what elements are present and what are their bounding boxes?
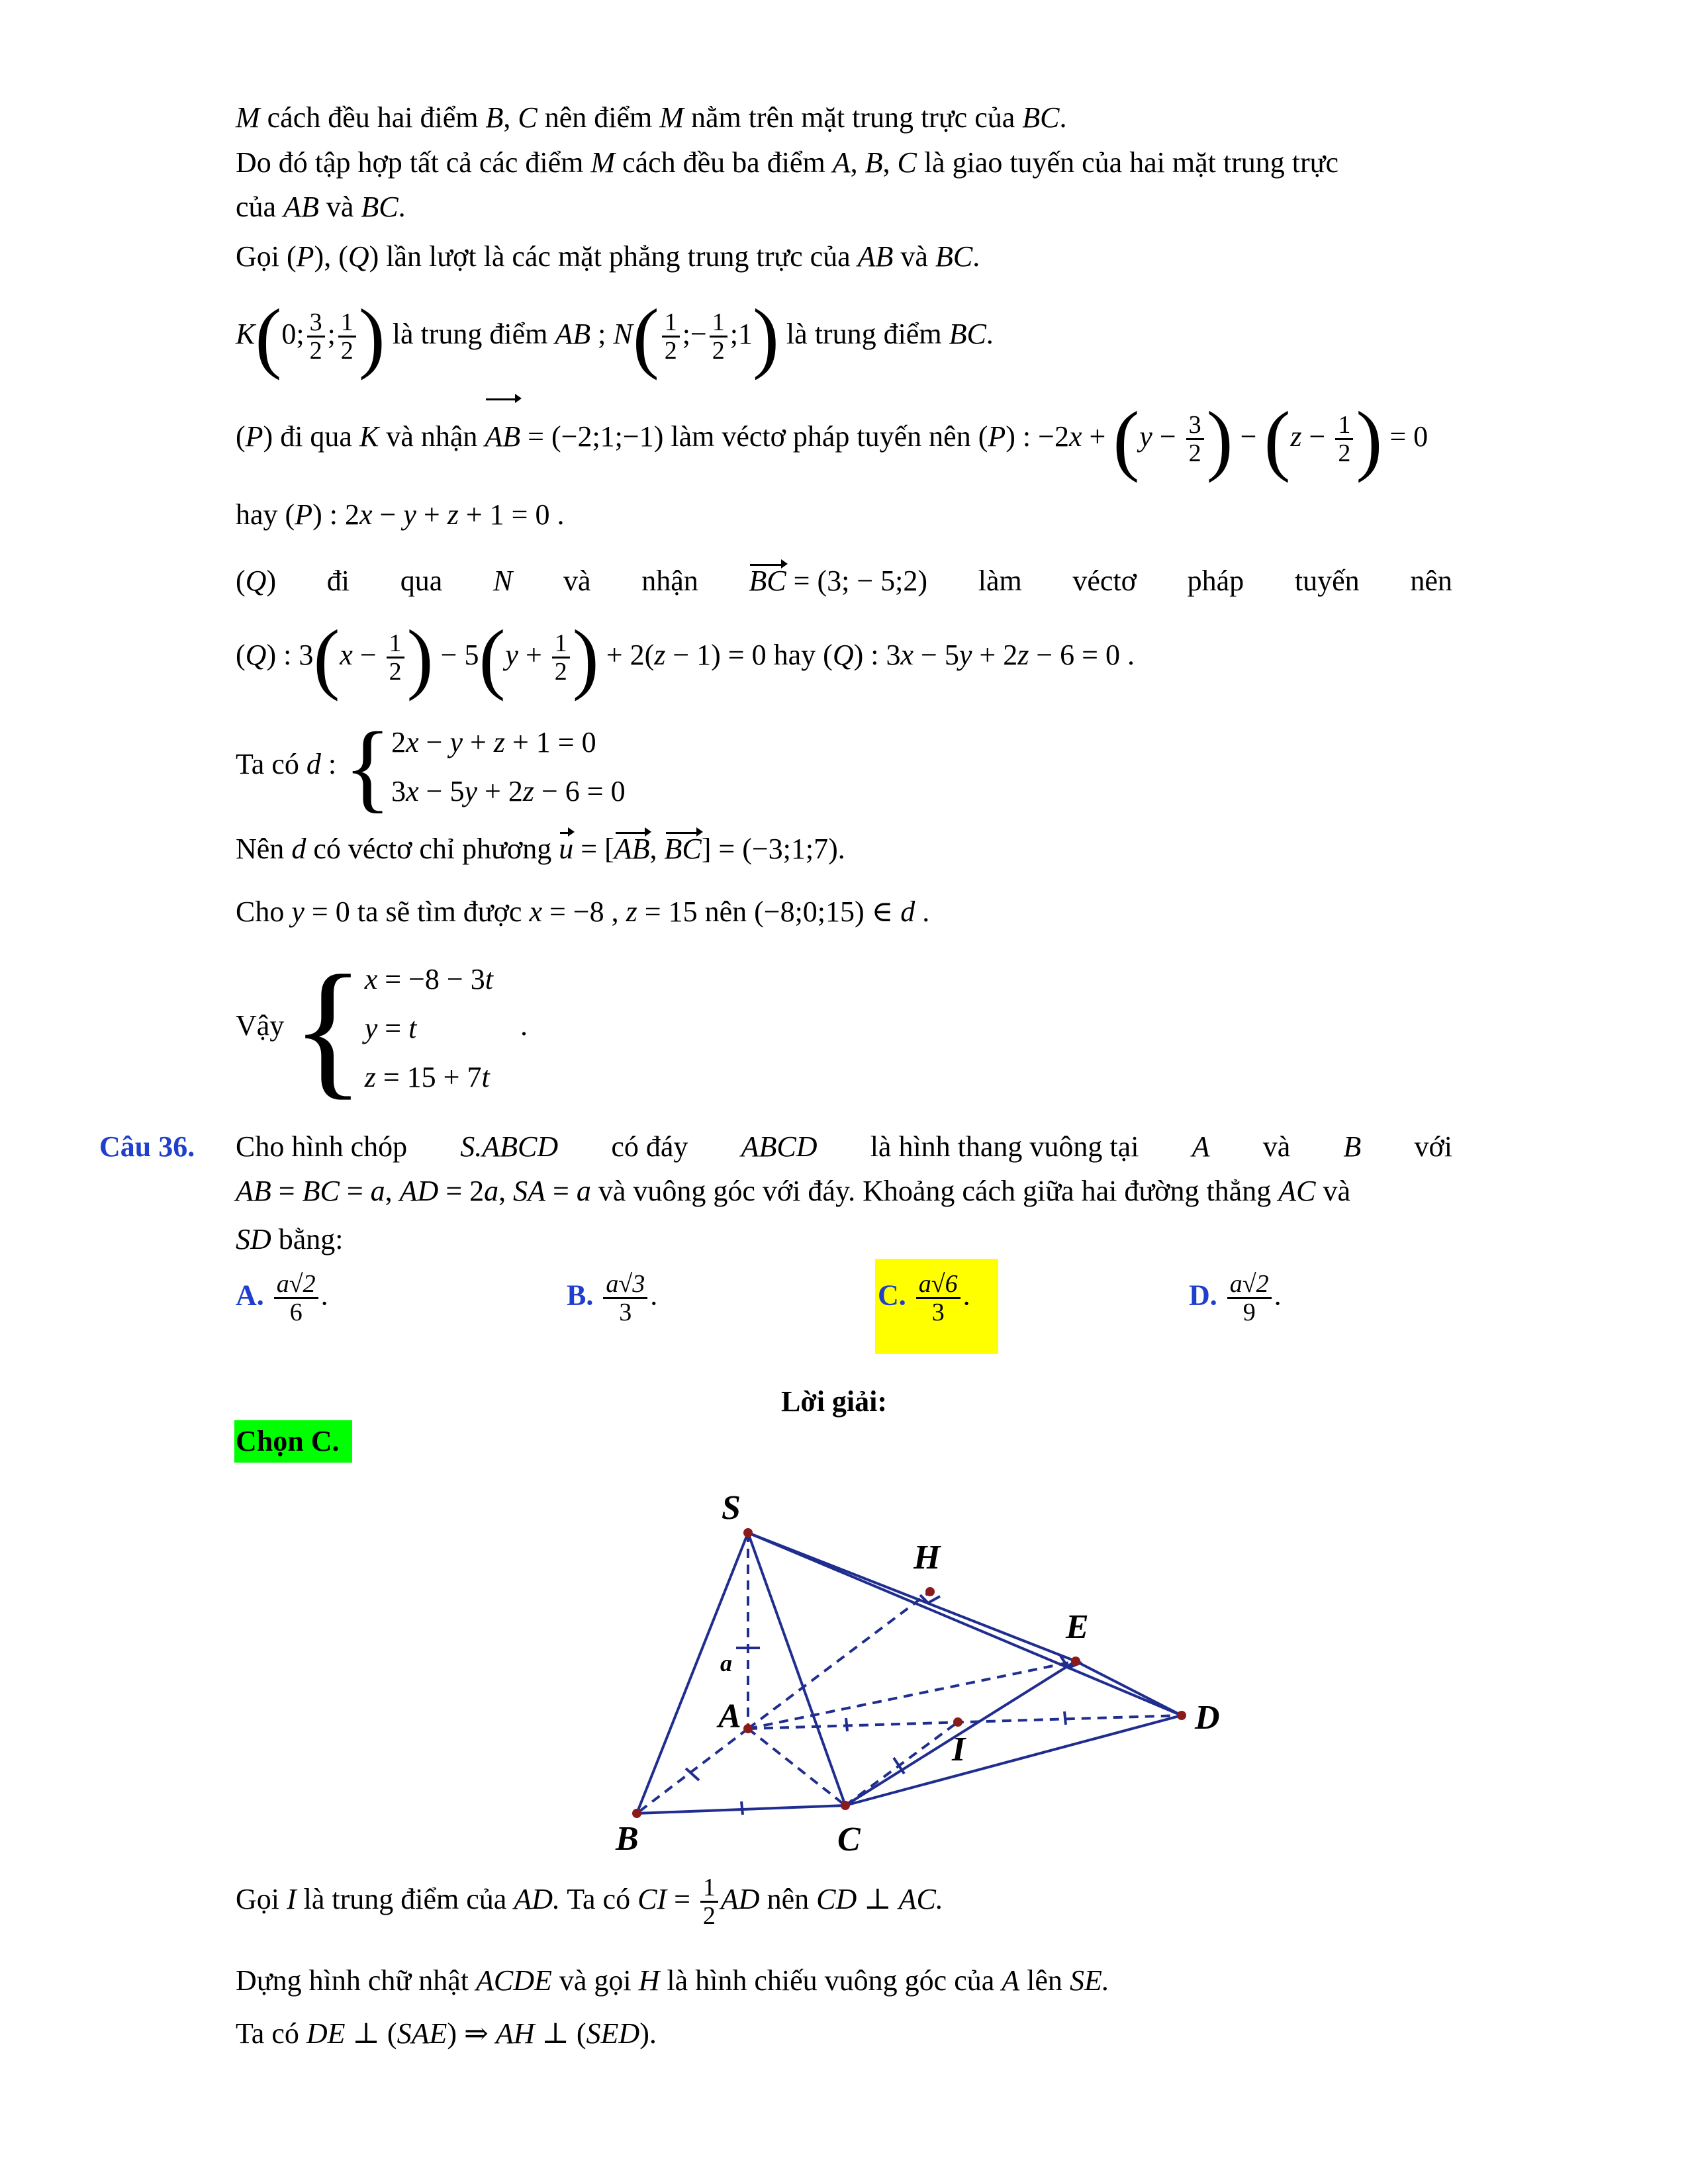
label-I: I xyxy=(952,1731,966,1768)
solution-title: Lời giải: xyxy=(781,1385,888,1418)
label-S: S xyxy=(722,1489,741,1527)
text-line-10: Ta có d : {2x − y + z + 1 = 0 3x − 5y + 2z − 6 = 0 xyxy=(236,711,626,822)
label-H: H xyxy=(914,1539,941,1576)
edge-CI xyxy=(845,1722,958,1805)
text-line-7: hay (P) : 2x − y + z + 1 = 0 . xyxy=(236,498,565,531)
text-line-4: Gọi (P), (Q) lần lượt là các mặt phẳng trung trực của AB và BC. xyxy=(236,240,980,273)
edge-SC xyxy=(748,1533,845,1805)
solution-choice: Chọn C. xyxy=(236,1425,340,1457)
solution-line-3: Ta có DE ⊥ (SAE) ⇒ AH ⊥ (SED). xyxy=(236,2017,657,2050)
option-b[interactable]: B. $\frac{a√3}{3}$ . xyxy=(567,1270,658,1326)
text-line-1: M cách đều hai điểm B, C nên điểm M nằm trên mặt trung trực của BC. xyxy=(236,101,1067,134)
label-C: C xyxy=(837,1821,861,1853)
question-line-2: AB = BC = a, AD = 2a, SA = a và vuông góc với đáy. Khoảng cách giữa hai đường thẳng AC và xyxy=(236,1175,1350,1207)
label-a: a xyxy=(720,1650,732,1676)
text-line-9: (Q) : 3(x − $\frac{1}{2}$ ) − 5(y + $\frac{1}{2}$ ) + 2(z − 1) = 0 hay (Q) : 3x − 5y + 2z − 6 = 0 . xyxy=(236,613,1135,702)
text-line-8: (Q) đi qua N và nhận BC = (3; − 5;2) làm véctơ pháp tuyến nên xyxy=(236,563,1452,600)
text-line-12: Cho y = 0 ta sẽ tìm được x = −8 , z = 15 nên (−8;0;15) ∈ d . xyxy=(236,895,930,928)
question-line-1: Cho hình chóp S.ABCD có đáy ABCD là hình thang vuông tại A và B với xyxy=(236,1130,1452,1163)
label-B: B xyxy=(616,1820,639,1853)
question-label: Câu 36. xyxy=(99,1130,195,1163)
edge-ED xyxy=(1076,1661,1182,1715)
option-d[interactable]: D. $\frac{a√2}{9}$ . xyxy=(1189,1270,1282,1326)
figure-points xyxy=(632,1528,1186,1818)
solution-line-2: Dựng hình chữ nhật ACDE và gọi H là hình chiếu vuông góc của A lên SE. xyxy=(236,1964,1109,1997)
label-A: A xyxy=(718,1698,741,1735)
edge-SD xyxy=(748,1533,1182,1715)
text-line-2: Do đó tập hợp tất cả các điểm M cách đều ba điểm A, B, C là giao tuyến của hai mặt trung trực xyxy=(236,146,1339,179)
question-line-3: SD bằng: xyxy=(236,1223,344,1255)
text-line-6: (P) đi qua K và nhận AB = (−2;1;−1) làm véctơ pháp tuyến nên (P) : −2x + (y − $\frac{3}{2}$ ) − (z − $\frac{1}{2}$ ) = 0 xyxy=(236,394,1429,483)
label-D: D xyxy=(1195,1699,1220,1737)
edge-SE xyxy=(748,1533,1076,1661)
option-c[interactable]: C. $\frac{a√6}{3}$ . xyxy=(878,1270,970,1326)
option-a[interactable]: A. $\frac{a√2}{6}$ . xyxy=(236,1270,328,1326)
solution-line-1: Gọi I là trung điểm của AD. Ta có CI = $\frac{1}{2}$ AD nên CD ⊥ AC. xyxy=(236,1874,943,1931)
text-line-11: Nên d có véctơ chỉ phương u = [AB, BC] = (−3;1;7). xyxy=(236,831,845,868)
label-E: E xyxy=(1066,1608,1089,1646)
text-line-3: của AB và BC. xyxy=(236,191,406,223)
text-line-13: Vậy {x = −8 − 3t y = t z = 15 + 7t . xyxy=(236,943,528,1113)
text-line-5: K(0; $\frac{3}{2}$ ; $\frac{1}{2}$ ) là trung điểm AB ; N( $\frac{1}{2}$ ;− $\frac{1}{2}$ ;1) là trung điểm BC. xyxy=(236,292,994,381)
pyramid-figure xyxy=(583,1482,1244,1853)
